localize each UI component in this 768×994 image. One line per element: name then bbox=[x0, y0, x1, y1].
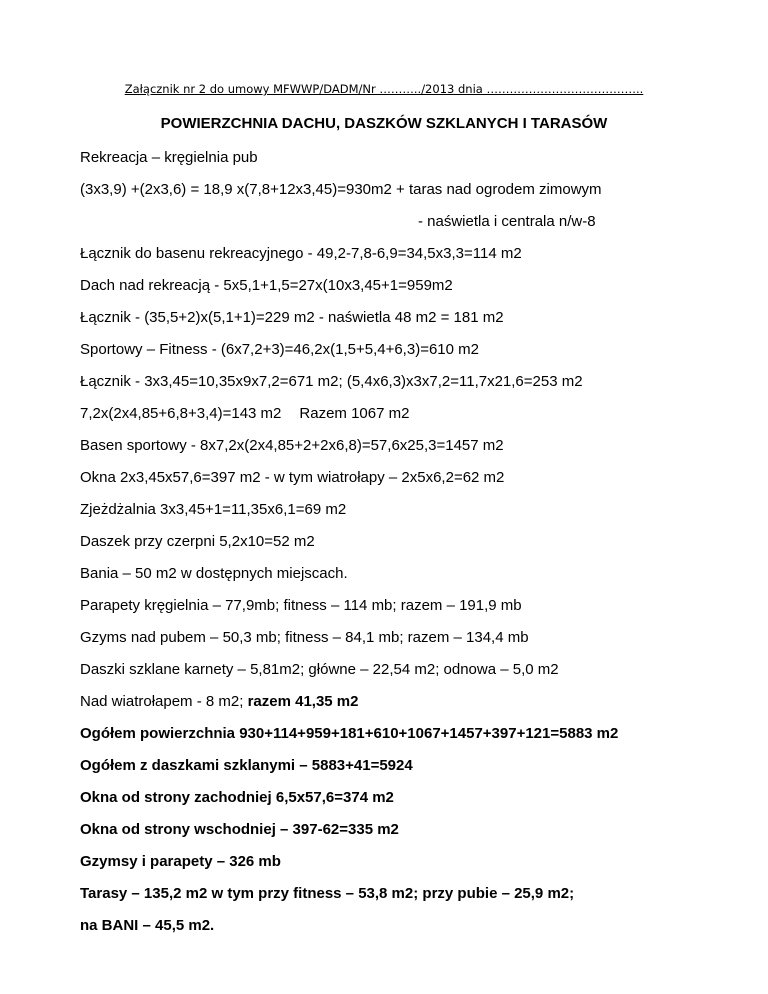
annex-header: Załącznik nr 2 do umowy MFWWP/DADM/Nr ………../2013 dnia ………………………………….. bbox=[124, 82, 644, 96]
text-line-bania: Bania – 50 m2 w dostępnych miejscach. bbox=[80, 565, 348, 582]
calc-fragment: 7,2x(2x4,85+6,8+3,4)=143 m2 bbox=[80, 405, 282, 422]
text-line-dach-rekreacja: Dach nad rekreacją - 5x5,1+1,5=27x(10x3,45+1=959m2 bbox=[80, 277, 453, 294]
text-line-rekreacja: Rekreacja – kręgielnia pub bbox=[80, 149, 258, 166]
text-line-tarasy-bania: na BANI – 45,5 m2. bbox=[80, 917, 215, 934]
text-line-gzymsy-parapety: Gzymsy i parapety – 326 mb bbox=[80, 853, 281, 870]
text-line-calculation-1: (3x3,9) +(2x3,6) = 18,9 x(7,8+12x3,45)=930m2 + taras nad ogrodem zimowym bbox=[80, 181, 602, 198]
text-line-sportowy-fitness: Sportowy – Fitness - (6x7,2+3)=46,2x(1,5+5,4+6,3)=610 m2 bbox=[80, 341, 479, 358]
text-line-okna-zachod: Okna od strony zachodniej 6,5x57,6=374 m2 bbox=[80, 789, 394, 806]
text-line-basen-sportowy: Basen sportowy - 8x7,2x(2x4,85+2+2x6,8)=57,6x25,3=1457 m2 bbox=[80, 437, 504, 454]
text-line-parapety: Parapety kręgielnia – 77,9mb; fitness – 114 mb; razem – 191,9 mb bbox=[80, 597, 522, 614]
text-line-razem-1067 bbox=[80, 405, 409, 423]
total-fragment: Razem 1067 m2 bbox=[299, 405, 410, 422]
wiatrolap-total: razem 41,35 m2 bbox=[247, 693, 359, 710]
wiatrolap-fragment: Nad wiatrołapem - 8 m2; bbox=[80, 693, 248, 710]
text-line-daszki-szklane: Daszki szklane karnety – 5,81m2; główne – 22,54 m2; odnowa – 5,0 m2 bbox=[80, 661, 559, 678]
text-line-ogolem-powierzchnia: Ogółem powierzchnia 930+114+959+181+610+1067+1457+397+121=5883 m2 bbox=[80, 725, 619, 742]
text-line-okna: Okna 2x3,45x57,6=397 m2 - w tym wiatrołapy – 2x5x6,2=62 m2 bbox=[80, 469, 505, 486]
text-line-ogolem-daszki: Ogółem z daszkami szklanymi – 5883+41=5924 bbox=[80, 757, 413, 774]
text-line-lacznik-basen: Łącznik do basenu rekreacyjnego - 49,2-7,8-6,9=34,5x3,3=114 m2 bbox=[80, 245, 522, 262]
text-line-tarasy: Tarasy – 135,2 m2 w tym przy fitness – 53,8 m2; przy pubie – 25,9 m2; bbox=[80, 885, 575, 902]
text-line-lacznik-2: Łącznik - (35,5+2)x(5,1+1)=229 m2 - naświetla 48 m2 = 181 m2 bbox=[80, 309, 504, 326]
text-line-daszek-czerpnia: Daszek przy czerpni 5,2x10=52 m2 bbox=[80, 533, 315, 550]
text-line-lacznik-3: Łącznik - 3x3,45=10,35x9x7,2=671 m2; (5,4x6,3)x3x7,2=11,7x21,6=253 m2 bbox=[80, 373, 583, 390]
text-line-gzyms: Gzyms nad pubem – 50,3 mb; fitness – 84,1 mb; razem – 134,4 mb bbox=[80, 629, 529, 646]
document-title: POWIERZCHNIA DACHU, DASZKÓW SZKLANYCH I TARASÓW bbox=[160, 115, 608, 132]
text-line-wiatrolap bbox=[80, 693, 359, 711]
text-line-okna-wschod: Okna od strony wschodniej – 397-62=335 m2 bbox=[80, 821, 399, 838]
text-line-zjezdzalnia: Zjeżdżalnia 3x3,45+1=11,35x6,1=69 m2 bbox=[80, 501, 347, 518]
text-line-naswietla: - naświetla i centrala n/w-8 bbox=[418, 213, 596, 230]
